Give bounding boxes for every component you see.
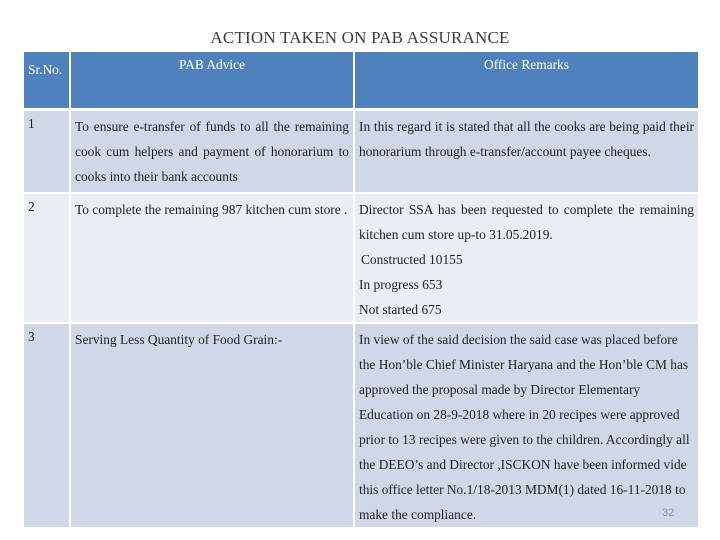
table-header-row [24,52,698,110]
page-number: 32 [662,507,675,519]
table-row [24,193,698,323]
remarks-text: Director SSA has been requested to complete the remaining kitchen cum store up-to 31.05.2019. [359,201,694,242]
pab-assurance-table [24,52,698,527]
header-office-remarks: Office Remarks [354,52,698,110]
row-pab-advice: To ensure e-transfer of funds to all the remaining cook cum helpers and payment of honorarium to cooks into their bank accounts [70,110,354,193]
table-row [24,110,698,193]
row-office-remarks: In view of the said decision the said case was placed before the Hon’ble Chief Minister Haryana and the Hon’ble CM has approved the proposal made by Director Elementary Education on 28-9-2018 where in 20 recipes were approved prior to 13 recipes were given to the children. Accordingly all the DEEO’s and Director ,ISCKON have been informed vide this office letter No.1/18-2013 MDM(1) dated 16-11-2018 to make the compliance. [354,323,698,527]
remarks-line-constructed: Constructed 10155 [361,251,463,267]
row-pab-advice: To complete the remaining 987 kitchen cum store . [70,193,354,323]
slide-title: ACTION TAKEN ON PAB ASSURANCE [210,28,510,47]
header-sr-no: Sr.No. [24,52,70,110]
row-office-remarks: In this regard it is stated that all the cooks are being paid their honorarium through e-transfer/account payee cheques. [354,110,698,193]
row-sr-no: 1 [24,110,70,193]
row-sr-no: 3 [24,323,70,527]
header-pab-advice: PAB Advice [70,52,354,110]
remarks-line-in-progress: In progress 653 [359,276,443,292]
row-pab-advice: Serving Less Quantity of Food Grain:- [70,323,354,527]
table-row [24,323,698,527]
row-sr-no: 2 [24,193,70,323]
row-office-remarks [354,193,698,323]
remarks-line-not-started: Not started 675 [359,301,442,317]
